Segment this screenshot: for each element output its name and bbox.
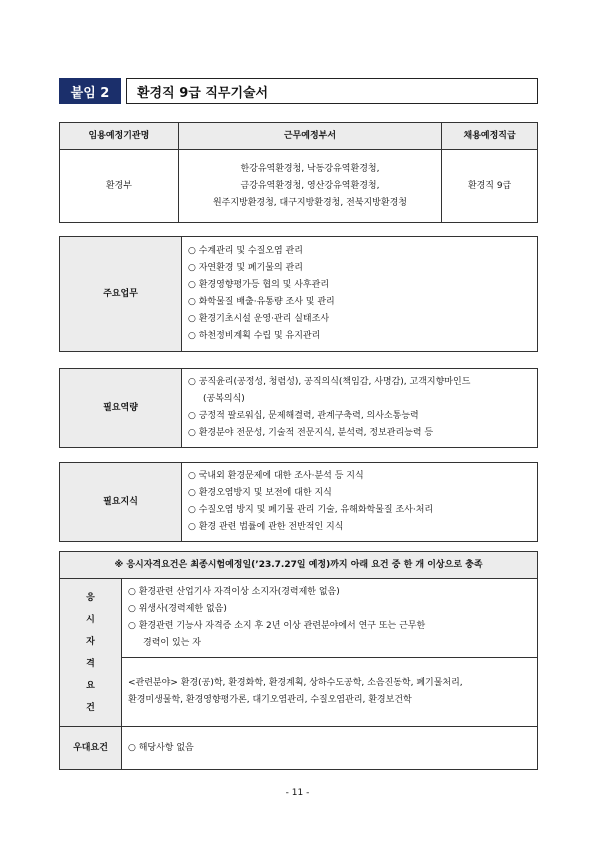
duty-item: ○ 환경영향평가등 협의 및 사후관리: [188, 280, 330, 290]
competencies-label: 필요역량: [60, 369, 182, 448]
knowledge-item: ○ 수질오염 방지 및 폐기물 관리 기술, 유해화학물질 조사·처리: [188, 505, 434, 515]
duties-table: [59, 236, 538, 352]
title-bar: [59, 78, 538, 104]
header-department: 근무예정부서: [178, 123, 441, 150]
org-table: [59, 122, 538, 223]
department-line: 금강유역환경청, 영산강유역환경청,: [240, 180, 380, 191]
knowledge-content: [182, 463, 538, 542]
agency-cell: 환경부: [60, 150, 179, 223]
competency-item-continued: (공복의식): [203, 394, 245, 404]
competencies-content: [182, 369, 538, 448]
knowledge-item: ○ 국내외 환경문제에 대한 조사·분석 등 지식: [188, 471, 364, 481]
duties-label: 주요업무: [60, 237, 182, 352]
page-number: - 11 -: [285, 788, 310, 798]
related-fields-line: <관련분야> 환경(공)학, 환경화학, 환경계획, 상하수도공학, 소음진동학, 폐기물처리,: [128, 678, 463, 688]
qualification-items: [122, 579, 538, 658]
preference-content: ○ 해당사항 없음: [122, 727, 538, 770]
department-line: 원주지방환경청, 대구지방환경청, 전북지방환경청: [212, 197, 407, 208]
duties-content: [182, 237, 538, 352]
competency-item: ○ 긍정적 팔로워십, 문제해결력, 관계구축력, 의사소통능력: [188, 411, 419, 421]
duty-item: ○ 수계관리 및 수질오염 관리: [188, 246, 303, 256]
knowledge-table: [59, 462, 538, 542]
attachment-badge: 붙임 2: [59, 78, 121, 104]
header-agency: 임용예정기관명: [60, 123, 179, 150]
qualification-label-char: 격: [86, 658, 95, 669]
knowledge-item: ○ 환경 관련 법률에 관한 전반적인 지식: [188, 522, 344, 532]
duty-item: ○ 환경기초시설 운영·관리 실태조사: [188, 314, 330, 324]
competencies-table: [59, 368, 538, 448]
qualification-label-char: 시: [86, 614, 95, 625]
qualification-label-char: 건: [86, 702, 95, 713]
qualification-table: [59, 551, 538, 770]
qualification-label-char: 응: [86, 592, 95, 603]
qualification-label-char: 요: [86, 680, 95, 691]
document-title: 환경직 9급 직무기술서: [126, 78, 538, 104]
duty-item: ○ 자연환경 및 폐기물의 관리: [188, 263, 303, 273]
qualification-label-char: 자: [86, 636, 95, 647]
competency-item: ○ 환경분야 전문성, 기술적 전문지식, 분석력, 정보관리능력 등: [188, 428, 434, 438]
qualification-item-continued: 경력이 있는 자: [143, 638, 201, 648]
related-fields: [122, 658, 538, 727]
qualification-item: ○ 환경관련 기능사 자격증 소지 후 2년 이상 관련분야에서 연구 또는 근무한: [128, 621, 426, 631]
related-fields-line: 환경미생물학, 환경영향평가론, 대기오염관리, 수질오염관리, 환경보건학: [128, 695, 412, 705]
preference-label: 우대요건: [60, 727, 122, 770]
competency-item: ○ 공직윤리(공정성, 청렴성), 공직의식(책임감, 사명감), 고객지향마인드: [188, 377, 471, 387]
qualification-item: ○ 환경관련 산업기사 자격이상 소지자(경력제한 없음): [128, 587, 340, 597]
department-line: 한강유역환경청, 낙동강유역환경청,: [240, 163, 380, 174]
org-table-body-row: [60, 150, 538, 223]
qualification-item: ○ 위생사(경력제한 없음): [128, 604, 227, 614]
qualification-label: [60, 579, 122, 727]
knowledge-label: 필요지식: [60, 463, 182, 542]
qualification-note: ※ 응시자격요건은 최종시험예정일(’23.7.27일 예정)까지 아래 요건 중 한 개 이상으로 충족: [60, 552, 538, 579]
org-table-header-row: [60, 123, 538, 150]
header-grade: 채용예정직급: [442, 123, 538, 150]
knowledge-item: ○ 환경오염방지 및 보전에 대한 지식: [188, 488, 332, 498]
department-cell: [178, 150, 441, 223]
duty-item: ○ 하천정비계획 수립 및 유지관리: [188, 331, 321, 341]
grade-cell: 환경직 9급: [442, 150, 538, 223]
duty-item: ○ 화학물질 배출·유통량 조사 및 관리: [188, 297, 335, 307]
